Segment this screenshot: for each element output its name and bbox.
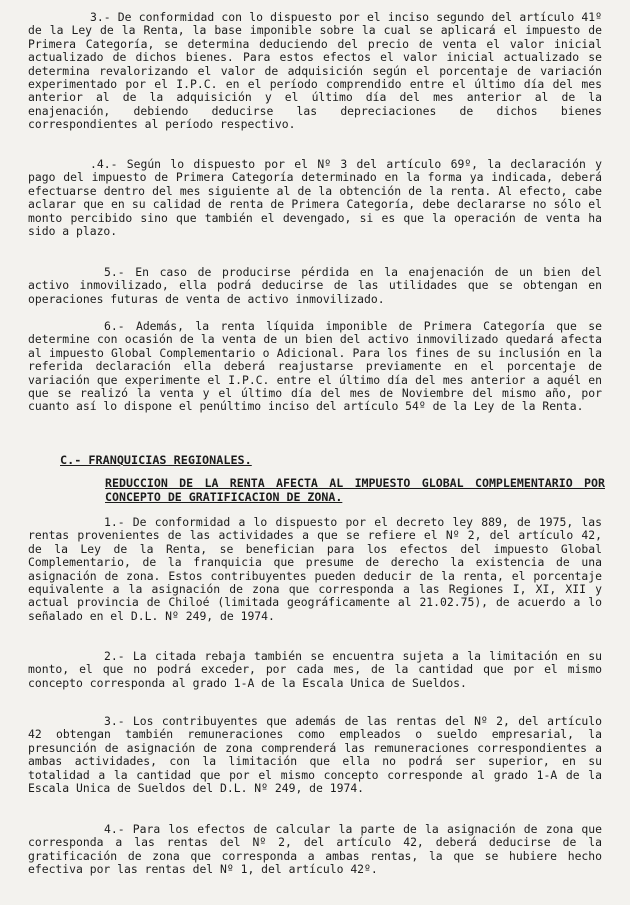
paragraph-s1: 1.- De conformidad a lo dispuesto por el decreto ley 889, de 1975, las rentas provenientes de las actividades a que se refiere el Nº 2, del artículo 42, de la Ley de la Renta, se benefician para los efectos del impuesto Global Complementario, de la franquicia que presume de derecho la existencia de una asignación de zona. Estos contribuyentes pueden deducir de la renta, el porcentaje equivalente a la asignación de zona que corresponda a las Regiones I, XI, XII y actual provincia de Chiloé (limitada geográficamente al 21.02.75), de acuerdo a lo señalado en el D.L. Nº 249, de 1974. (28, 515, 602, 623)
paragraph-s2: 2.- La citada rebaja también se encuentra sujeta a la limitación en su monto, el que no podrá exceder, por cada mes, de la cantidad que por el mismo concepto corresponda al grado 1-A de la Escala Unica de Sueldos. (28, 649, 602, 690)
paragraph-4: .4.- Según lo dispuesto por el Nº 3 del artículo 69º, la declaración y pago del impuesto de Primera Categoría determinado en la forma ya indicada, deberá efectuarse dentro del mes siguiente al de la obtención de la renta. Al efecto, cabe aclarar que en su calidad de renta de Primera Categoría, debe declararse no sólo el monto percibido sino que también el devengado, si es que la operación de venta ha sido a plazo. (28, 157, 602, 239)
paragraph-s3: 3.- Los contribuyentes que además de las rentas del Nº 2, del artículo 42 obtengan también remuneraciones como empleados o sueldo empresarial, la presunción de asignación de zona comprenderá las remuneraciones correspondientes a ambas actividades, con la limitación que ella no podrá ser superior, en su totalidad a la cantidad que por el mismo concepto corresponde al grado 1-A de la Escala Unica de Sueldos del D.L. Nº 249, de 1974. (28, 714, 602, 796)
paragraph-s4: 4.- Para los efectos de calcular la parte de la asignación de zona que corresponda a las rentas del Nº 2, del artículo 42, deberá deducirse de la gratificación de zona que corresponda a ambas rentas, la que se hubiere hecho efectiva por las rentas del Nº 1, del artículo 42º. (28, 822, 602, 877)
subsection-heading: REDUCCION DE LA RENTA AFECTA AL IMPUESTO GLOBAL COMPLEMENTARIO POR CONCEPTO DE GRATIFICACION DE ZONA. (105, 476, 605, 504)
paragraph-5: 5.- En caso de producirse pérdida en la enajenación de un bien del activo inmovilizado, ella podrá deducirse de las utilidades que se obtengan en operaciones futuras de venta de activo inmovilizado. (28, 265, 602, 306)
section-heading: C.- FRANQUICIAS REGIONALES. (60, 453, 252, 467)
paragraph-3: 3.- De conformidad con lo dispuesto por el inciso segundo del artículo 41º de la Ley de la Renta, la base imponible sobre la cual se aplicará el impuesto de Primera Categoría, se determina deduciendo del precio de venta el valor inicial actualizado de dichos bienes. Para estos efectos el valor inicial actualizado se determina revalorizando el valor de adquisición según el porcentaje de variación experimentado por el I.P.C. en el período comprendido entre el último día del mes anterior al de la adquisición y el último día del mes anterior al de la enajenación, debiendo deducirse las depreciaciones de dichos bienes correspondientes al período respectivo. (28, 10, 602, 132)
paragraph-6: 6.- Además, la renta líquida imponible de Primera Categoría que se determine con ocasión de la venta de un bien del activo inmovilizado quedará afecta al impuesto Global Complementario o Adicional. Para los fines de su inclusión en la referida declaración ella deberá reajustarse previamente en el porcentaje de variación que experimente el I.P.C. entre el último día del mes anterior a aquél en que se realizó la venta y el último día del mes de Noviembre del mismo año, por cuanto así lo dispone el penúltimo inciso del artículo 54º de la Ley de la Renta. (28, 319, 602, 414)
